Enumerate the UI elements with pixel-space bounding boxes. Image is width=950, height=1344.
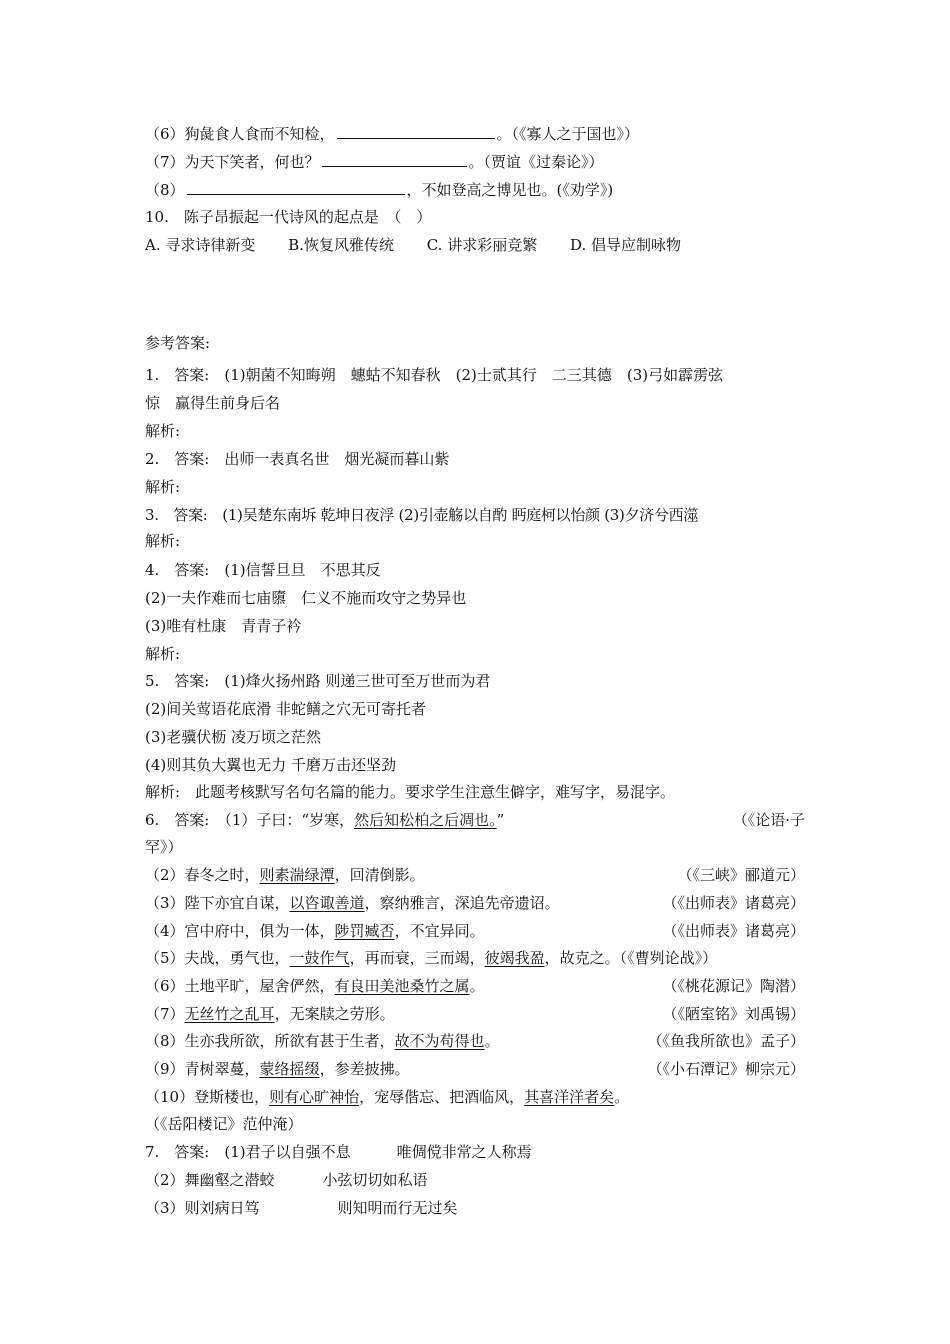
- item-text: ，不宜异同。: [394, 922, 485, 940]
- item-text: ，再而衰，三而竭，: [349, 949, 485, 967]
- answer-6-item-8: [145, 1031, 805, 1053]
- source-citation: （《鱼我所欲也》孟子）: [647, 1032, 805, 1050]
- item-text: 。: [469, 977, 485, 995]
- item-text: ，无案牍之劳形。: [274, 1005, 395, 1023]
- option-a: A. 寻求诗律新变: [145, 236, 256, 254]
- answer-7-part-a: （2）舞幽壑之潜蛟: [145, 1171, 275, 1189]
- question-10: 10. 陈子昂振起一代诗风的起点是 （ ）: [145, 208, 432, 226]
- underlined-answer: 则素湍绿潭: [259, 866, 335, 884]
- answer-6-item-2: [145, 865, 805, 887]
- answer-4-line-2: (2)一夫作难而七庙隳 仁义不施而攻守之势异也: [145, 589, 467, 607]
- answer-5-line-4: (4)则其负大翼也无力 千磨万击还坚劲: [145, 756, 397, 774]
- answer-6-cont: 罕》）: [145, 838, 183, 856]
- answer-6-quote-end: ”: [496, 811, 505, 829]
- option-d: D. 倡导应制咏物: [570, 236, 682, 254]
- underlined-answer: 彼竭我盈: [484, 949, 545, 967]
- source-citation: （《陋室铭》刘禹锡）: [662, 1005, 805, 1023]
- option-c: C. 讲求彩丽竞繁: [426, 236, 538, 254]
- item-text: （7）: [145, 1005, 185, 1023]
- answer-6-text: 6. 答案: （1）子曰：“岁寒，: [145, 811, 355, 829]
- analysis-1: 解析:: [145, 422, 181, 440]
- underlined-answer: 陟罚臧否: [334, 922, 395, 940]
- item-text: （9）青树翠蔓，: [145, 1060, 260, 1078]
- analysis-5: 解析: 此题考核默写名句名篇的能力。要求学生注意生僻字，难写字，易混字。: [145, 783, 676, 801]
- item-text: 。: [614, 1088, 630, 1106]
- source-citation: （《论语·子: [732, 811, 805, 829]
- underlined-answer: 其喜洋洋者矣: [524, 1088, 615, 1106]
- answer-7-line-3: [145, 1198, 458, 1220]
- underlined-answer: 无丝竹之乱耳: [184, 1005, 275, 1023]
- answer-6-item-9: [145, 1059, 805, 1081]
- answer-6-item-7: [145, 1004, 805, 1026]
- source-citation: （《出师表》诸葛亮）: [662, 894, 805, 912]
- question-6-source: 。（《寡人之于国也》）: [496, 125, 640, 143]
- question-7-source: 。（贾谊《过秦论》）: [468, 153, 604, 171]
- option-b: B.恢复风雅传统: [288, 236, 394, 254]
- answer-3: 3. 答案: (1)吴楚东南坼 乾坤日夜浮 (2)引壶觞以自酌 眄庭柯以怡颜 (3)夕济兮西澨: [145, 506, 699, 524]
- answer-6-item-3: [145, 893, 805, 915]
- answer-7: [145, 1142, 532, 1164]
- question-7-text: （7）为天下笑者，何也？: [145, 153, 320, 171]
- item-text: （2）春冬之时，: [145, 866, 260, 884]
- answer-6-item-6: [145, 976, 805, 998]
- answer-1-cont: 惊 赢得生前身后名: [145, 394, 281, 412]
- answer-1: 1. 答案: (1)朝菌不知晦朔 蟪蛄不知春秋 (2)士贰其行 二三其德 (3)弓如霹雳弦: [145, 366, 724, 384]
- answer-4: 4. 答案: (1)信誓旦旦 不思其反: [145, 561, 381, 579]
- question-8-source: ，不如登高之博见也。(《劝学》): [406, 181, 614, 199]
- item-text: （8）生亦我所欲，所欲有甚于生者，: [145, 1032, 395, 1050]
- answer-4-line-3: (3)唯有杜康 青青子衿: [145, 617, 302, 635]
- item-text: （5）夫战，勇气也，: [145, 949, 290, 967]
- answer-2: 2. 答案: 出师一表真名世 烟光凝而暮山紫: [145, 450, 450, 468]
- answer-7-part-a: 7. 答案: (1)君子以自强不息: [145, 1143, 351, 1161]
- item-text: ，察纳雅言，深追先帝遗诏。: [364, 894, 560, 912]
- answer-blank: [322, 151, 467, 167]
- source-citation: （《桃花源记》陶潜）: [662, 977, 805, 995]
- answers-heading: 参考答案:: [145, 334, 211, 352]
- item-text: ，回清倒影。: [334, 866, 425, 884]
- item-text: （3）陛下亦宜自谋，: [145, 894, 290, 912]
- underlined-answer: 一鼓作气: [289, 949, 350, 967]
- underlined-answer: 故不为苟得也: [394, 1032, 485, 1050]
- answer-5-line-3: (3)老骥伏枥 凌万顷之茫然: [145, 728, 322, 746]
- item-text: （10）登斯楼也，: [145, 1088, 270, 1106]
- answer-6-item-4: [145, 921, 805, 943]
- underlined-answer: 有良田美池桑竹之属: [334, 977, 470, 995]
- question-8-text: （8）: [145, 181, 185, 199]
- underlined-answer: 则有心旷神怡: [269, 1088, 360, 1106]
- answer-7-part-a: （3）则刘病日笃: [145, 1199, 260, 1217]
- answer-7-line-2: [145, 1170, 428, 1192]
- answer-blank: [337, 123, 495, 139]
- answer-6-item-5: [145, 948, 717, 970]
- question-10-options: [145, 235, 681, 257]
- item-text: ，故克之。（《曹刿论战》）: [544, 949, 718, 967]
- source-citation: （《小石潭记》柳宗元）: [647, 1060, 805, 1078]
- underlined-answer: 蒙络摇缀: [259, 1060, 320, 1078]
- item-text: ，宠辱偕忘、把酒临风，: [359, 1088, 525, 1106]
- question-8: [145, 179, 613, 201]
- item-text: ，参差披拂。: [319, 1060, 410, 1078]
- answer-5-line-2: (2)间关莺语花底滑 非蛇鳝之穴无可寄托者: [145, 700, 427, 718]
- question-7: [145, 151, 604, 173]
- answer-6-item-10: [145, 1087, 629, 1109]
- item-text: 。: [484, 1032, 500, 1050]
- answer-blank: [187, 179, 405, 195]
- analysis-3: 解析:: [145, 532, 181, 550]
- answer-6: [145, 810, 805, 832]
- answer-7-part-b: 则知明而行无过矣: [337, 1199, 458, 1217]
- analysis-2: 解析:: [145, 478, 181, 496]
- answer-7-part-b: 唯倜傥非常之人称焉: [396, 1143, 532, 1161]
- question-6-text: （6）狗彘食人食而不知检，: [145, 125, 335, 143]
- analysis-4: 解析:: [145, 645, 181, 663]
- item-text: （6）土地平旷，屋舍俨然，: [145, 977, 335, 995]
- question-6: [145, 123, 639, 145]
- answer-7-part-b: 小弦切切如私语: [322, 1171, 428, 1189]
- underlined-answer: 以咨诹善道: [289, 894, 365, 912]
- item-text: （4）宫中府中，俱为一体，: [145, 922, 335, 940]
- source-citation: （《三峡》郦道元）: [677, 866, 805, 884]
- source-citation: （《出师表》诸葛亮）: [662, 922, 805, 940]
- underlined-answer: 然后知松柏之后凋也。: [354, 811, 497, 829]
- answer-6-item-10-source: （《岳阳楼记》范仲淹）: [145, 1115, 303, 1133]
- answer-5: 5. 答案: (1)烽火扬州路 则递三世可至万世而为君: [145, 672, 491, 690]
